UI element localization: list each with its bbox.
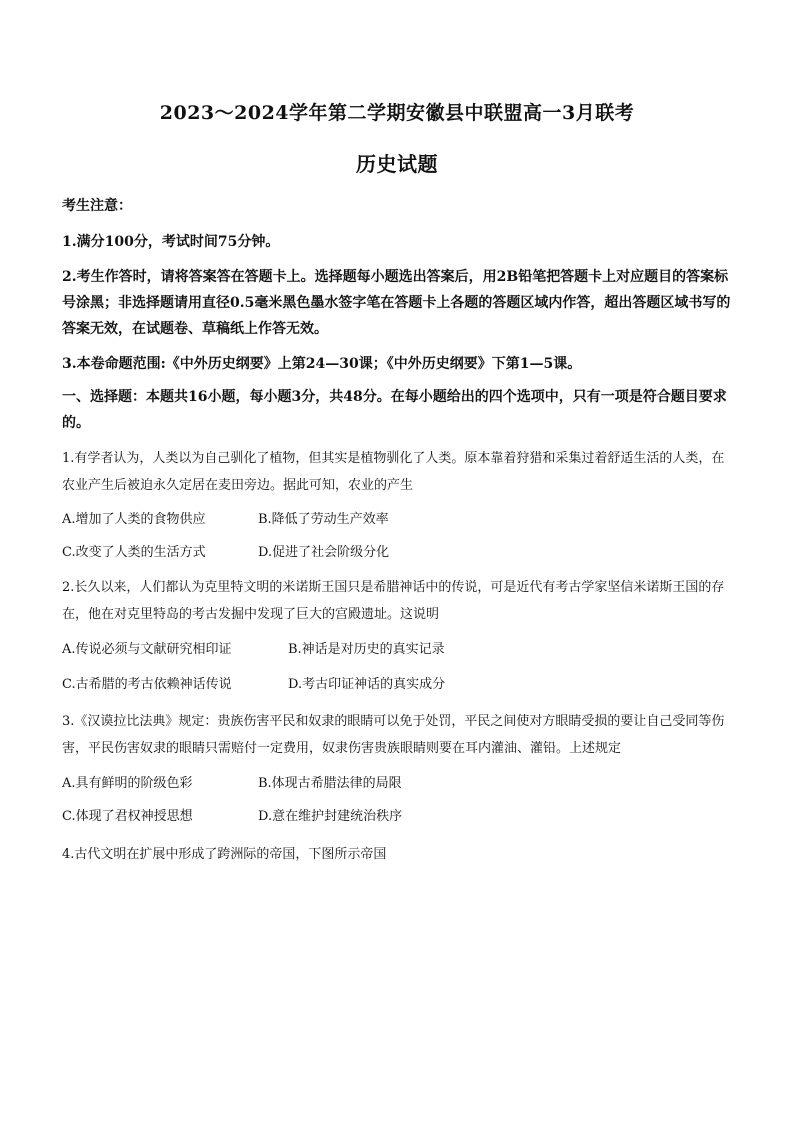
question-1-option-a[interactable]: A.增加了人类的食物供应 — [62, 512, 206, 527]
notice-heading: 考生注意： — [62, 198, 132, 214]
notice-item-2: 2.考生作答时，请将答案答在答题卡上。选择题每小题选出答案后，用2B铅笔把答题卡上对应题目的答案标号涂黑；非选择题请用直径0.5毫米黑色墨水签字笔在答题卡上各题的答题区域内作答，超出答题区域书写的答案无效，在试题卷、草稿纸上作答无效。 — [62, 269, 731, 337]
question-2-option-b[interactable]: B.神话是对历史的真实记录 — [288, 642, 445, 657]
question-3-option-c[interactable]: C.体现了君权神授思想 — [62, 809, 193, 824]
question-1-option-b[interactable]: B.降低了劳动生产效率 — [258, 512, 389, 527]
question-2-option-a[interactable]: A.传说必须与文献研究相印证 — [62, 642, 232, 657]
question-1-stem: 1.有学者认为，人类以为自己驯化了植物，但其实是植物驯化了人类。原本靠着狩猎和采集过着舒适生活的人类，在农业产生后被迫永久定居在麦田旁边。据此可知，农业的产生 — [62, 451, 725, 493]
question-1-option-d[interactable]: D.促进了社会阶级分化 — [258, 545, 390, 560]
exam-subtitle: 历史试题 — [356, 152, 438, 176]
question-2-option-d[interactable]: D.考古印证神话的真实成分 — [288, 677, 446, 692]
section-heading: 一、选择题：本题共16小题，每小题3分，共48分。在每小题给出的四个选项中，只有一项是符合题目要求的。 — [62, 389, 727, 431]
question-4-stem: 4.古代文明在扩展中形成了跨洲际的帝国，下图所示帝国 — [62, 847, 387, 862]
question-3-option-d[interactable]: D.意在维护封建统治秩序 — [258, 809, 403, 824]
question-3-option-b[interactable]: B.体现古希腊法律的局限 — [258, 776, 402, 791]
question-1-option-c[interactable]: C.改变了人类的生活方式 — [62, 545, 206, 560]
question-2-option-c[interactable]: C.古希腊的考古依赖神话传说 — [62, 677, 232, 692]
exam-title: 2023～2024学年第二学期安徽县中联盟高一3月联考 — [159, 102, 635, 124]
question-3-stem: 3.《汉谟拉比法典》规定：贵族伤害平民和奴隶的眼睛可以免于处罚，平民之间使对方眼睛受损的要让自己受同等伤害，平民伤害奴隶的眼睛只需赔付一定费用，奴隶伤害贵族眼睛则要在耳内灌油、灌铅。上述规定 — [62, 714, 725, 756]
question-2-stem: 2.长久以来，人们都认为克里特文明的米诺斯王国只是希腊神话中的传说，可是近代有考古学家坚信米诺斯王国的存在，他在对克里特岛的考古发掘中发现了巨大的宫殿遗址。这说明 — [62, 580, 725, 622]
notice-item-3: 3.本卷命题范围:《中外历史纲要》上第24—30课；《中外历史纲要》下第1—5课。 — [62, 356, 582, 372]
notice-item-1: 1.满分100分，考试时间75分钟。 — [62, 234, 280, 250]
question-3-option-a[interactable]: A.具有鲜明的阶级色彩 — [62, 776, 193, 791]
